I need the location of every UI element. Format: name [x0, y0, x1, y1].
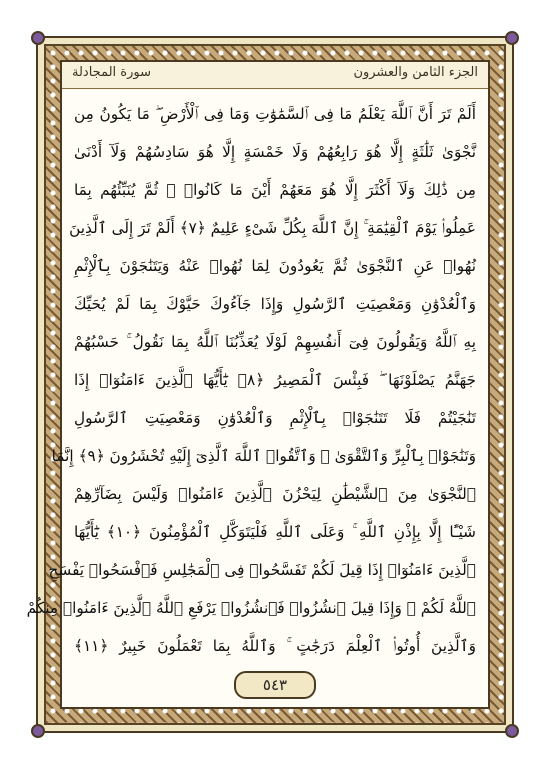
text-line: ٱلَّذِينَ ءَامَنُوٓا۟ إِذَا قِيلَ لَكُمْ تَفَسَّحُوا۟ فِى ٱلْمَجَٰلِسِ فَٱفْسَحُوا۟ يَفْسَحِ	[48, 561, 476, 579]
juz-title: الجزء الثامن والعشرون	[353, 65, 478, 80]
text-line: بِهِ ٱللَّهُ وَيَقُولُونَ فِىٓ أَنفُسِهِمْ لَوْلَا يُعَذِّبُنَا ٱللَّهُ بِمَا نَقُولُ ۚ حَسْبُهُمْ	[74, 333, 476, 351]
text-line: ٱللَّهُ لَكُمْ ۖ وَإِذَا قِيلَ ٱنشُزُوا۟ فَٱنشُزُوا۟ يَرْفَعِ ٱللَّهُ ٱلَّذِينَ ءَامَنُوا۟ مِنكُمْ	[26, 599, 476, 617]
corner-ornament	[31, 724, 45, 738]
text-line: تَنَٰجَيْتُمْ فَلَا تَتَنَٰجَوْا۟ بِٱلْإِثْمِ وَٱلْعُدْوَٰنِ وَمَعْصِيَتِ ٱلرَّسُولِ	[74, 409, 476, 427]
quran-text	[26, 96, 476, 655]
text-line: وَتَنَٰجَوْا۟ بِٱلْبِرِّ وَٱلتَّقْوَىٰ ۖ وَٱتَّقُوا۟ ٱللَّهَ ٱلَّذِىٓ إِلَيْهِ تُحْشَرُونَ ﴿٩﴾ إِنَّمَا	[51, 447, 476, 465]
page-border-outer	[26, 36, 514, 733]
corner-ornament	[505, 31, 519, 45]
text-line: عَمِلُوا۟ يَوْمَ ٱلْقِيَٰمَةِ ۚ إِنَّ ٱللَّهَ بِكُلِّ شَىْءٍ عَلِيمٌ ﴿٧﴾ أَلَمْ تَرَ إِلَى ٱلَّذِينَ	[69, 219, 476, 237]
text-line: مِن ذَٰلِكَ وَلَآ أَكْثَرَ إِلَّا هُوَ مَعَهُمْ أَيْنَ مَا كَانُوا۟ ۖ ثُمَّ يُنَبِّئُهُم بِمَا	[74, 181, 476, 199]
corner-ornament	[505, 724, 519, 738]
text-line: جَهَنَّمُ يَصْلَوْنَهَا ۖ فَبِئْسَ ٱلْمَصِيرُ ﴿٨﴾ يَٰٓأَيُّهَا ٱلَّذِينَ ءَامَنُوٓا۟ إِذَا	[74, 371, 476, 389]
text-line: نُهُوا۟ عَنِ ٱلنَّجْوَىٰ ثُمَّ يَعُودُونَ لِمَا نُهُوا۟ عَنْهُ وَيَتَنَٰجَوْنَ بِٱلْإِثْمِ	[74, 257, 476, 275]
page-number: ٥٤٣	[234, 671, 316, 699]
corner-ornament	[31, 31, 45, 45]
page-content	[26, 60, 490, 709]
text-line: وَٱلَّذِينَ أُوتُوا۟ ٱلْعِلْمَ دَرَجَٰتٍ ۚ وَٱللَّهُ بِمَا تَعْمَلُونَ خَبِيرٌ ﴿١١﴾	[74, 637, 476, 655]
surah-title: سورة المجادلة	[72, 65, 151, 80]
text-line: شَيْـًٔا إِلَّا بِإِذْنِ ٱللَّهِ ۚ وَعَلَى ٱللَّهِ فَلْيَتَوَكَّلِ ٱلْمُؤْمِنُونَ ﴿١٠﴾ يَٰٓأَيُّهَا	[74, 523, 476, 541]
text-line: أَلَمْ تَرَ أَنَّ ٱللَّهَ يَعْلَمُ مَا فِى ٱلسَّمَٰوَٰتِ وَمَا فِى ٱلْأَرْضِ ۖ مَا يَكُونُ مِن	[74, 105, 476, 123]
text-line: وَٱلْعُدْوَٰنِ وَمَعْصِيَتِ ٱلرَّسُولِ وَإِذَا جَآءُوكَ حَيَّوْكَ بِمَا لَمْ يُحَيِّكَ	[74, 295, 476, 313]
text-line: ٱلنَّجْوَىٰ مِنَ ٱلشَّيْطَٰنِ لِيَحْزُنَ ٱلَّذِينَ ءَامَنُوا۟ وَلَيْسَ بِضَآرِّهِمْ	[74, 485, 476, 503]
page-header	[62, 62, 488, 89]
text-line: نَّجْوَىٰ ثَلَٰثَةٍ إِلَّا هُوَ رَابِعُهُمْ وَلَا خَمْسَةٍ إِلَّا هُوَ سَادِسُهُمْ وَلَآ أَدْنَىٰ	[74, 143, 476, 161]
